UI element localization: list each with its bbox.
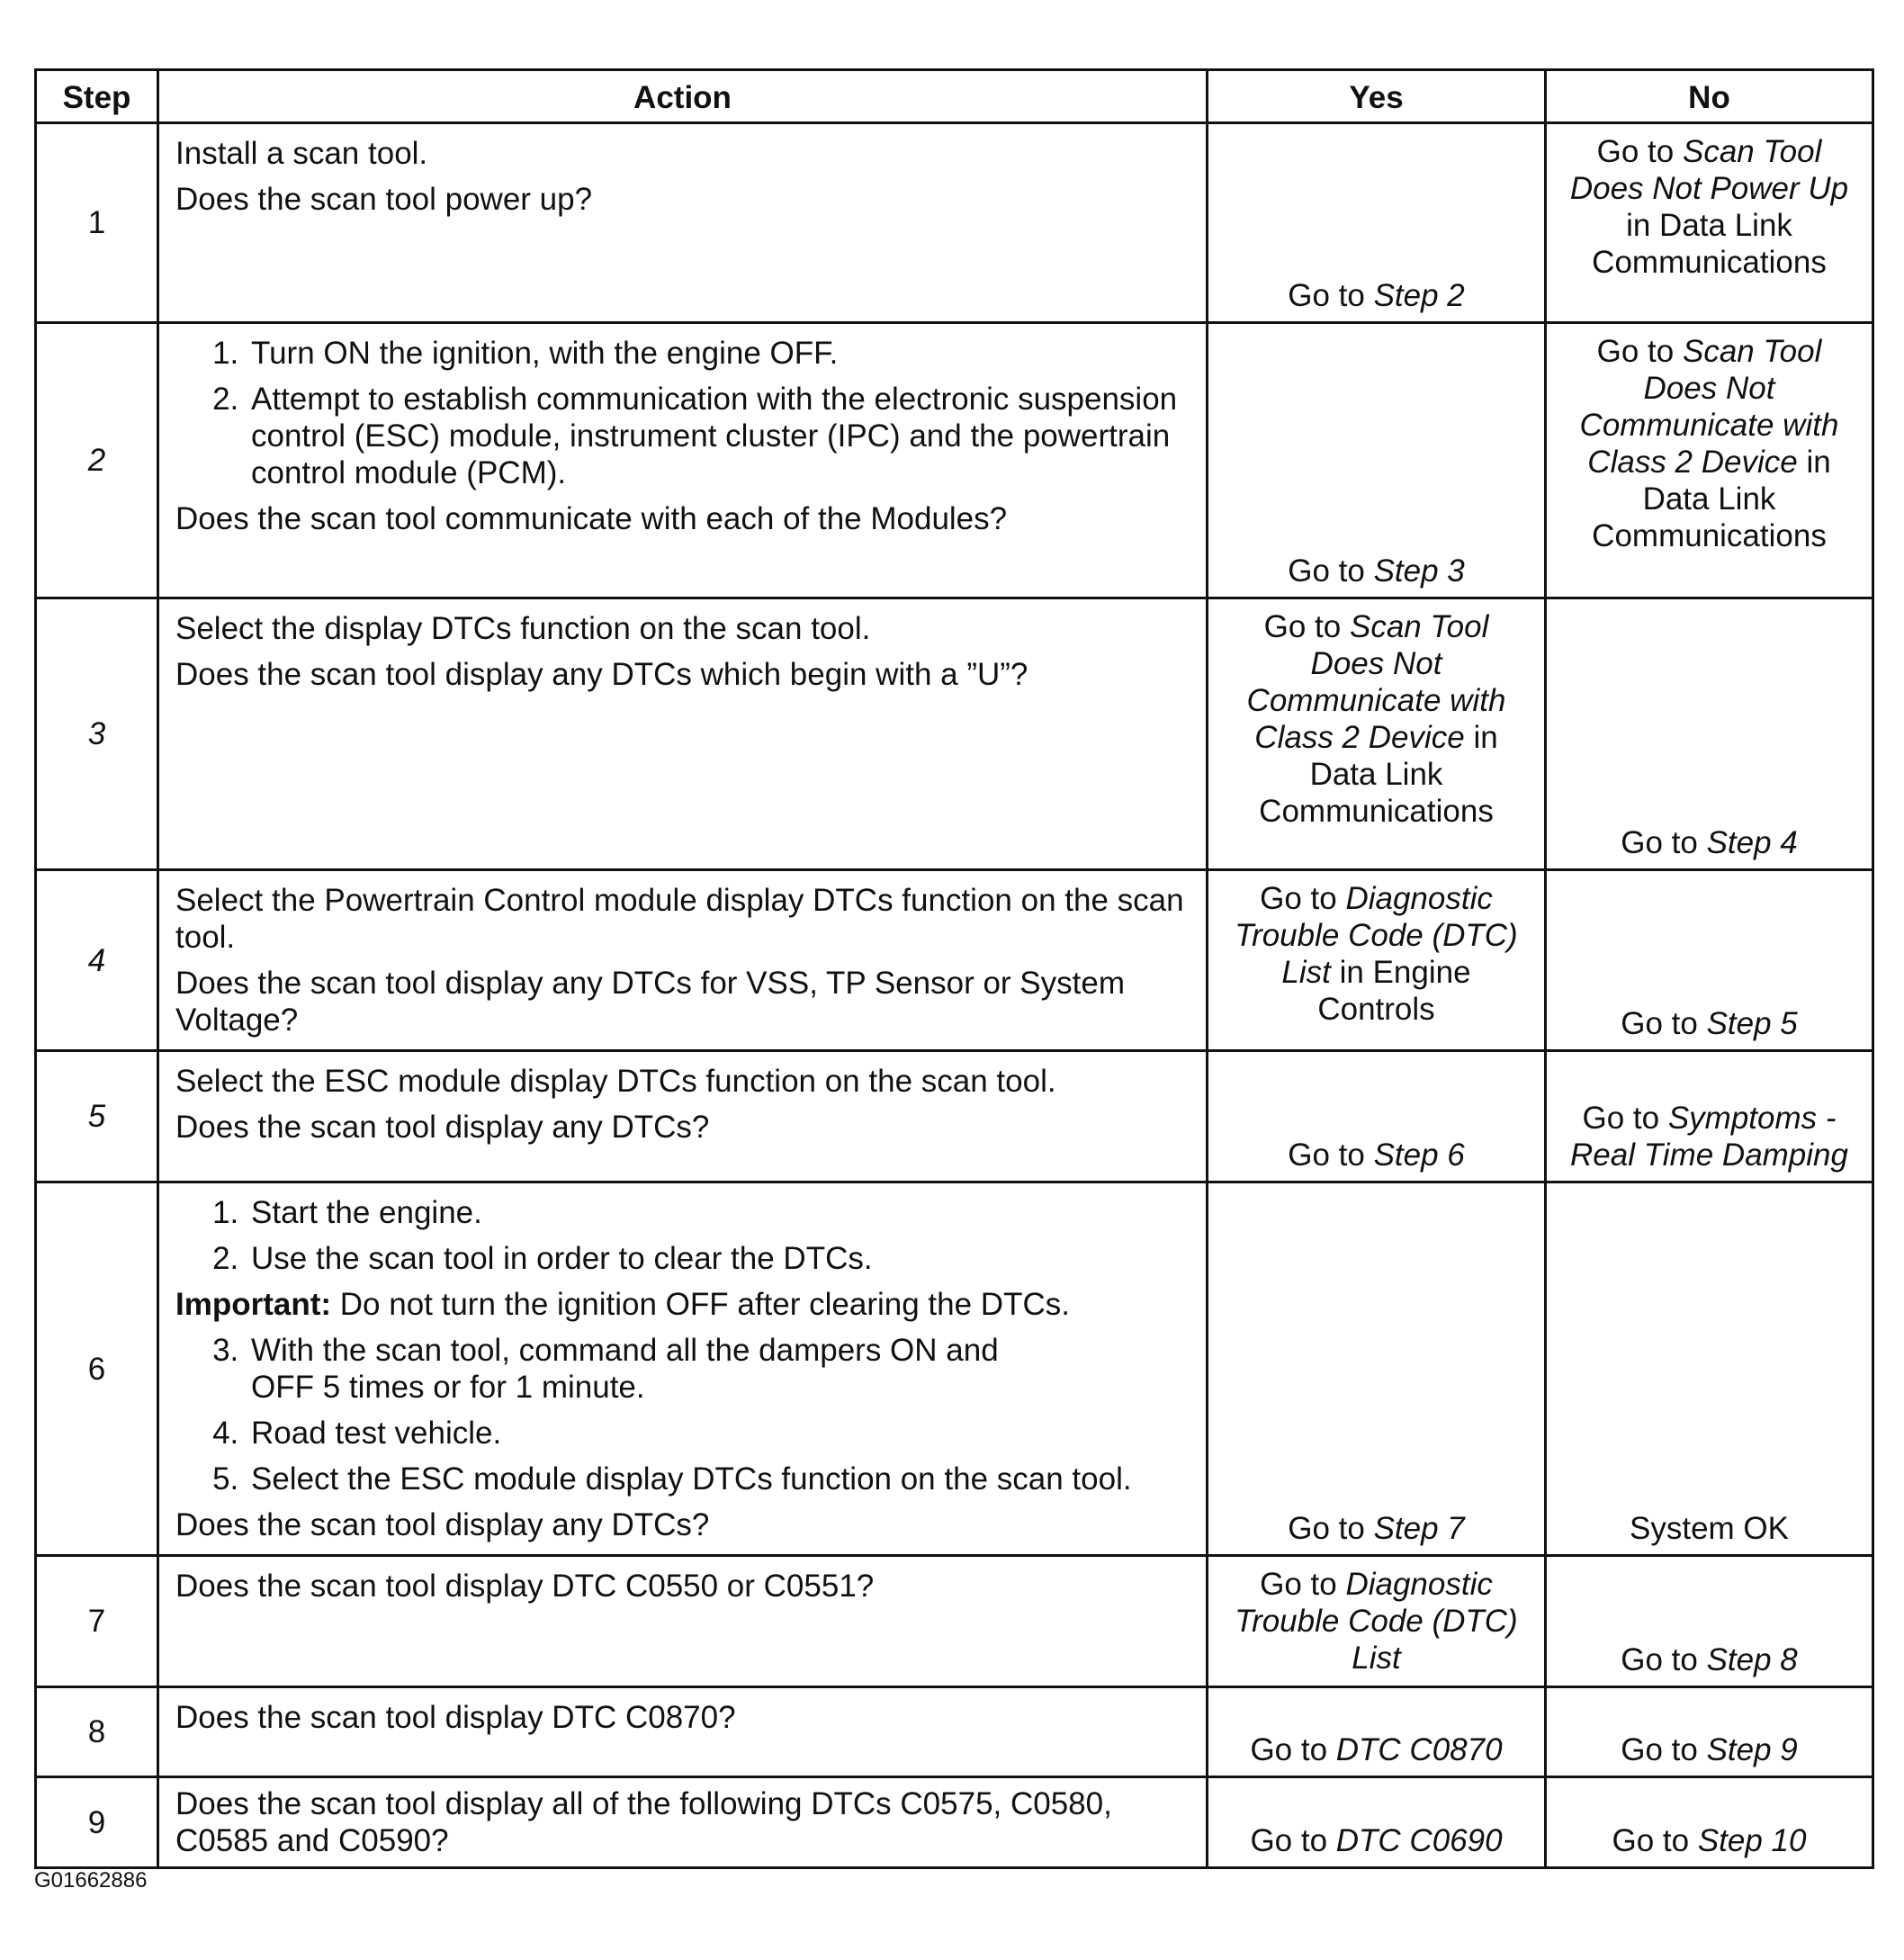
no-link[interactable]: Does Not — [1643, 371, 1775, 406]
step-number: 7 — [36, 1556, 158, 1687]
yes-cell — [1208, 1182, 1546, 1556]
action-cell — [158, 1556, 1208, 1687]
yes-link[interactable]: Diagnostic — [1345, 881, 1493, 916]
action-step: 2. Attempt to establish communication with the electronic suspension control (ESC) module, instrument cluster (IPC) and the powertrain control module (PCM). — [247, 381, 1190, 491]
yes-cell — [1208, 323, 1546, 598]
no-link[interactable]: Communicate with — [1579, 408, 1839, 443]
header-no: No — [1546, 70, 1873, 123]
yes-link[interactable]: Does Not — [1310, 646, 1442, 681]
action-steps — [175, 1194, 1190, 1277]
action-cell — [158, 1051, 1208, 1182]
yes-link[interactable]: Step 6 — [1373, 1137, 1465, 1173]
action-text: Install a scan tool. — [175, 136, 428, 171]
no-link[interactable]: Class 2 Device — [1587, 445, 1798, 480]
step-number: 3 — [36, 598, 158, 870]
yes-link[interactable]: DTC C0690 — [1335, 1823, 1503, 1858]
table-row — [36, 323, 1873, 598]
step-number: 8 — [36, 1687, 158, 1777]
action-cell — [158, 1777, 1208, 1868]
action-question: Does the scan tool display DTC C0870? — [175, 1700, 736, 1735]
important-label: Important: — [175, 1287, 332, 1322]
table-row — [36, 1182, 1873, 1556]
no-cell — [1546, 1777, 1873, 1868]
yes-suffix: in Engine — [1330, 955, 1471, 990]
action-steps — [175, 335, 1190, 491]
no-link[interactable]: Step 5 — [1706, 1006, 1798, 1041]
action-question: Does the scan tool display DTC C0550 or C0551? — [175, 1569, 875, 1604]
yes-prefix: Go to — [1288, 278, 1374, 313]
no-prefix: Go to — [1612, 1823, 1698, 1858]
header-action: Action — [158, 70, 1208, 123]
yes-cell — [1208, 870, 1546, 1051]
table-row — [36, 870, 1873, 1051]
no-text: Communications — [1592, 518, 1827, 553]
action-steps — [175, 1332, 1190, 1497]
table-row — [36, 598, 1873, 870]
action-text: Select the Powertrain Control module display DTCs function on the scan tool. — [175, 883, 1184, 955]
yes-prefix: Go to — [1288, 553, 1374, 589]
action-step: 4. Road test vehicle. — [247, 1415, 1190, 1452]
action-question: Does the scan tool display any DTCs for VSS, TP Sensor or System Voltage? — [175, 966, 1125, 1038]
table-row — [36, 1687, 1873, 1777]
yes-link[interactable]: Class 2 Device — [1254, 720, 1465, 755]
action-cell — [158, 870, 1208, 1051]
yes-cell — [1208, 598, 1546, 870]
no-link[interactable]: Scan Tool — [1682, 134, 1822, 169]
yes-link[interactable]: List — [1281, 955, 1331, 990]
step-number: 2 — [36, 323, 158, 598]
action-step: 1. Turn ON the ignition, with the engine OFF. — [247, 335, 1190, 372]
yes-cell — [1208, 1556, 1546, 1687]
yes-link[interactable]: Step 7 — [1373, 1511, 1465, 1546]
figure-id: G01662886 — [34, 1868, 148, 1893]
yes-cell — [1208, 1051, 1546, 1182]
no-prefix: Go to — [1621, 1642, 1707, 1677]
no-link[interactable]: Step 4 — [1706, 825, 1798, 860]
table-row — [36, 123, 1873, 323]
no-text: System OK — [1630, 1511, 1789, 1546]
yes-prefix: Go to — [1260, 881, 1346, 916]
yes-text: Communications — [1259, 794, 1494, 829]
yes-prefix: Go to — [1263, 609, 1350, 644]
action-step: 3. With the scan tool, command all the dampers ON and OFF 5 times or for 1 minute. — [247, 1332, 1061, 1406]
no-cell — [1546, 323, 1873, 598]
yes-link[interactable]: Step 3 — [1373, 553, 1465, 589]
no-prefix: Go to — [1621, 825, 1707, 860]
yes-link[interactable]: Communicate with — [1246, 683, 1506, 718]
no-prefix: Go to — [1621, 1732, 1707, 1767]
yes-link[interactable]: List — [1352, 1641, 1401, 1676]
no-link[interactable]: Scan Tool — [1682, 334, 1822, 369]
step-number: 9 — [36, 1777, 158, 1868]
yes-link[interactable]: Step 2 — [1373, 278, 1465, 313]
no-prefix: Go to — [1582, 1101, 1668, 1136]
no-link[interactable]: Symptoms - — [1667, 1101, 1837, 1136]
important-text: Do not turn the ignition OFF after clearing the DTCs. — [331, 1287, 1070, 1322]
yes-cell — [1208, 1687, 1546, 1777]
no-text: Data Link — [1642, 481, 1776, 517]
yes-prefix: Go to — [1288, 1137, 1374, 1173]
no-cell — [1546, 598, 1873, 870]
yes-prefix: Go to — [1260, 1567, 1346, 1602]
table-row — [36, 1777, 1873, 1868]
action-text: Select the ESC module display DTCs function on the scan tool. — [175, 1064, 1056, 1099]
action-step: 1. Start the engine. — [247, 1194, 1190, 1231]
action-question: Does the scan tool display any DTCs? — [175, 1110, 710, 1145]
no-prefix: Go to — [1596, 334, 1683, 369]
no-cell — [1546, 123, 1873, 323]
action-question: Does the scan tool display all of the following DTCs C0575, C0580, C0585 and C0590? — [175, 1786, 1112, 1858]
no-link[interactable]: Real Time Damping — [1570, 1137, 1848, 1173]
no-prefix: Go to — [1596, 134, 1683, 169]
yes-prefix: Go to — [1288, 1511, 1374, 1546]
step-number: 1 — [36, 123, 158, 323]
no-cell — [1546, 870, 1873, 1051]
table-row — [36, 1556, 1873, 1687]
no-prefix: Go to — [1621, 1006, 1707, 1041]
action-step: 5. Select the ESC module display DTCs function on the scan tool. — [247, 1461, 1190, 1497]
action-cell — [158, 323, 1208, 598]
important-note — [175, 1286, 1190, 1323]
step-number: 5 — [36, 1051, 158, 1182]
diagnostic-table — [34, 68, 1874, 1869]
yes-link[interactable]: DTC C0870 — [1335, 1732, 1503, 1767]
no-cell — [1546, 1051, 1873, 1182]
step-number: 4 — [36, 870, 158, 1051]
no-suffix: in — [1797, 445, 1831, 480]
yes-link[interactable]: Diagnostic — [1345, 1567, 1493, 1602]
action-cell — [158, 1687, 1208, 1777]
action-question: Does the scan tool power up? — [175, 182, 593, 217]
action-cell — [158, 598, 1208, 870]
action-question: Does the scan tool display any DTCs? — [175, 1507, 710, 1542]
action-text: Select the display DTCs function on the scan tool. — [175, 611, 871, 646]
no-cell — [1546, 1182, 1873, 1556]
yes-prefix: Go to — [1250, 1823, 1336, 1858]
no-text: in Data Link — [1626, 208, 1792, 243]
step-number: 6 — [36, 1182, 158, 1556]
no-cell — [1546, 1687, 1873, 1777]
action-step: 2. Use the scan tool in order to clear the DTCs. — [247, 1240, 1190, 1277]
diagnostic-table-container — [34, 68, 1872, 1869]
action-question: Does the scan tool display any DTCs which begin with a ”U”? — [175, 657, 1028, 692]
yes-cell — [1208, 1777, 1546, 1868]
yes-cell — [1208, 123, 1546, 323]
yes-link[interactable]: Scan Tool — [1349, 609, 1489, 644]
yes-link[interactable]: Trouble Code (DTC) — [1235, 1604, 1518, 1639]
yes-prefix: Go to — [1250, 1732, 1336, 1767]
action-cell — [158, 123, 1208, 323]
no-text: Communications — [1592, 245, 1827, 280]
no-cell — [1546, 1556, 1873, 1687]
action-question: Does the scan tool communicate with each of the Modules? — [175, 501, 1008, 536]
table-row — [36, 1051, 1873, 1182]
yes-text: Data Link — [1309, 757, 1443, 792]
no-link[interactable]: Step 10 — [1697, 1823, 1807, 1858]
action-cell — [158, 1182, 1208, 1556]
header-yes: Yes — [1208, 70, 1546, 123]
header-step: Step — [36, 70, 158, 123]
header-row — [36, 70, 1873, 123]
no-link[interactable]: Step 9 — [1706, 1732, 1798, 1767]
no-link[interactable]: Does Not Power Up — [1569, 171, 1849, 206]
yes-text: Controls — [1317, 992, 1435, 1027]
yes-link[interactable]: Trouble Code (DTC) — [1235, 918, 1518, 953]
no-link[interactable]: Step 8 — [1706, 1642, 1798, 1677]
yes-suffix: in — [1464, 720, 1498, 755]
